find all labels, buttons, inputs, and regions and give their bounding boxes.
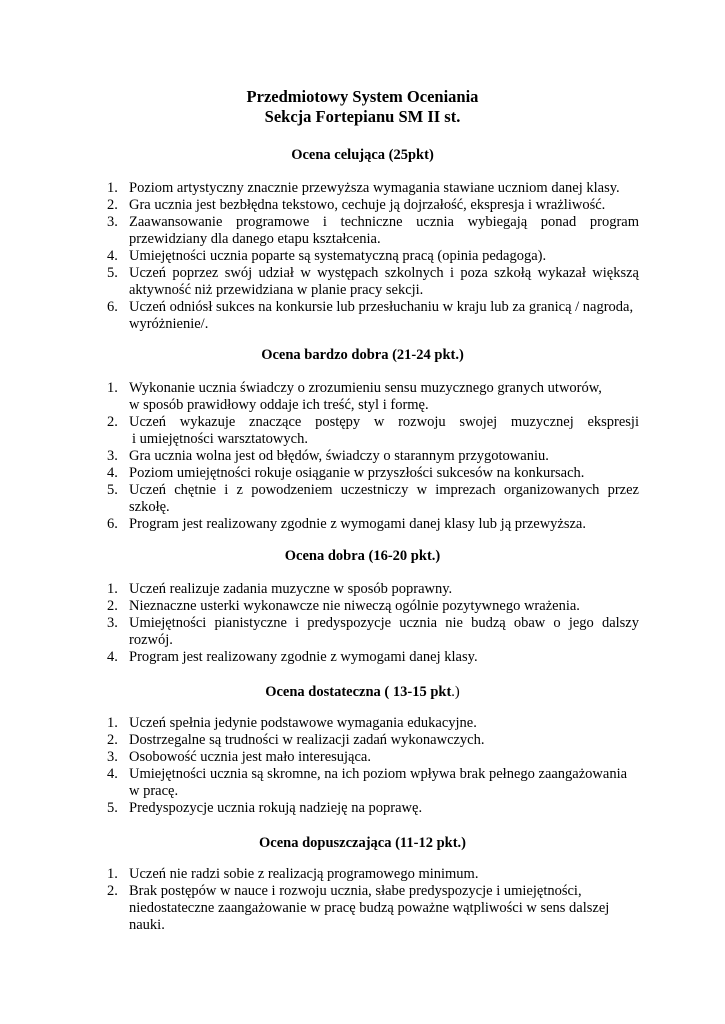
list-item bbox=[107, 749, 639, 766]
list-item-text: Umiejętności pianistyczne i predyspozycje ucznia nie budzą obaw o jego dalszy bbox=[129, 615, 639, 631]
list-item-number: 1. bbox=[107, 180, 118, 196]
list-item-text: Uczeń poprzez swój udział w występach szkolnych i poza szkołą wykazał większą bbox=[129, 265, 639, 281]
list-item-text: Wykonanie ucznia świadczy o zrozumieniu sensu muzycznego granych utworów, bbox=[129, 380, 602, 396]
list-item-text: przewidziany dla danego etapu kształcenia. bbox=[129, 231, 381, 247]
section-heading bbox=[0, 346, 725, 364]
section-heading bbox=[0, 683, 725, 701]
section-heading bbox=[0, 146, 725, 164]
section-heading bbox=[0, 834, 725, 852]
list-item bbox=[107, 197, 639, 214]
list-item-text: Program jest realizowany zgodnie z wymogami danej klasy lub ją przewyższa. bbox=[129, 516, 586, 532]
list-item bbox=[107, 214, 639, 248]
list-item-number: 2. bbox=[107, 883, 118, 899]
list-item bbox=[107, 414, 639, 448]
list-item-number: 2. bbox=[107, 732, 118, 748]
list-item-text: i umiejętności warsztatowych. bbox=[132, 431, 308, 447]
list-item-text: Uczeń realizuje zadania muzyczne w sposób poprawny. bbox=[129, 581, 453, 597]
criteria-list bbox=[107, 180, 639, 333]
section-heading-tail: .) bbox=[451, 684, 460, 700]
list-item-number: 2. bbox=[107, 598, 118, 614]
list-item-text: rozwój. bbox=[129, 632, 173, 648]
list-item-text: Poziom artystyczny znacznie przewyższa wymagania stawiane uczniom danej klasy. bbox=[129, 180, 620, 196]
list-item-text: Poziom umiejętności rokuje osiąganie w przyszłości sukcesów na konkursach. bbox=[129, 465, 585, 481]
list-item-number: 5. bbox=[107, 265, 118, 281]
section-heading-text: Ocena dobra (16-20 pkt.) bbox=[284, 548, 441, 564]
list-item bbox=[107, 248, 639, 265]
list-item-number: 4. bbox=[107, 248, 118, 264]
list-item-number: 3. bbox=[107, 615, 118, 631]
list-item-text: Umiejętności ucznia poparte są systematyczną pracą (opinia pedagoga). bbox=[129, 248, 547, 264]
list-item bbox=[107, 883, 639, 934]
list-item-text: aktywność niż przewidziana w planie pracy sekcji. bbox=[129, 282, 424, 298]
list-item-number: 1. bbox=[107, 866, 118, 882]
list-item-text: nauki. bbox=[129, 917, 165, 933]
list-item bbox=[107, 516, 639, 533]
list-item-text: Gra ucznia jest bezbłędna tekstowo, cechuje ją dojrzałość, ekspresja i wrażliwość. bbox=[129, 197, 606, 213]
section-heading-text: Ocena dopuszczająca (11-12 pkt.) bbox=[258, 835, 466, 851]
list-item bbox=[107, 265, 639, 299]
criteria-list bbox=[107, 380, 639, 533]
list-item-text: Uczeń spełnia jedynie podstawowe wymagania edukacyjne. bbox=[129, 715, 477, 731]
list-item-number: 2. bbox=[107, 414, 118, 430]
list-item-text: Uczeń wykazuje znaczące postępy w rozwoju swojej muzycznej ekspresji bbox=[129, 414, 639, 430]
list-item-number: 3. bbox=[107, 214, 118, 230]
list-item-text: Nieznaczne usterki wykonawcze nie niweczą ogólnie pozytywnego wrażenia. bbox=[129, 598, 580, 614]
section-heading-text: Ocena celująca (25pkt) bbox=[291, 147, 434, 163]
list-item-text: niedostateczne zaangażowanie w pracę budzą poważne wątpliwości w sens dalszej bbox=[129, 900, 610, 916]
list-item bbox=[107, 866, 639, 883]
list-item-text: wyróżnienie/. bbox=[129, 316, 209, 332]
list-item-text: szkołę. bbox=[129, 499, 170, 515]
list-item-text: w pracę. bbox=[129, 783, 179, 799]
list-item-number: 1. bbox=[107, 715, 118, 731]
list-item-number: 3. bbox=[107, 448, 118, 464]
list-item-text: Uczeń chętnie i z powodzeniem uczestniczy w imprezach organizowanych przez bbox=[129, 482, 639, 498]
list-item bbox=[107, 615, 639, 649]
list-item-text: w sposób prawidłowy oddaje ich treść, styl i formę. bbox=[129, 397, 429, 413]
document-subtitle: Sekcja Fortepianu SM II st. bbox=[264, 107, 461, 126]
section-heading-text: Ocena dostateczna ( 13-15 pkt bbox=[265, 684, 452, 700]
list-item bbox=[107, 180, 639, 197]
list-item-text: Umiejętności ucznia są skromne, na ich poziom wpływa brak pełnego zaangażowania bbox=[129, 766, 628, 782]
list-item bbox=[107, 299, 639, 333]
list-item-text: Dostrzegalne są trudności w realizacji zadań wykonawczych. bbox=[129, 732, 485, 748]
criteria-list bbox=[107, 581, 639, 666]
list-item-text: Uczeń odniósł sukces na konkursie lub przesłuchaniu w kraju lub za granicą / nagroda, bbox=[129, 299, 634, 315]
list-item-number: 6. bbox=[107, 516, 118, 532]
section-heading bbox=[0, 547, 725, 565]
list-item-number: 6. bbox=[107, 299, 118, 315]
list-item-number: 1. bbox=[107, 581, 118, 597]
list-item bbox=[107, 649, 639, 666]
criteria-list bbox=[107, 866, 639, 934]
list-item-text: Predyspozycje ucznia rokują nadzieję na poprawę. bbox=[129, 800, 423, 816]
list-item bbox=[107, 465, 639, 482]
list-item-text: Osobowość ucznia jest mało interesująca. bbox=[129, 749, 371, 765]
list-item bbox=[107, 800, 639, 817]
list-item-text: Program jest realizowany zgodnie z wymogami danej klasy. bbox=[129, 649, 478, 665]
list-item-number: 5. bbox=[107, 800, 118, 816]
list-item bbox=[107, 482, 639, 516]
list-item-text: Uczeń nie radzi sobie z realizacją programowego minimum. bbox=[129, 866, 479, 882]
list-item-number: 4. bbox=[107, 766, 118, 782]
list-item bbox=[107, 732, 639, 749]
list-item bbox=[107, 581, 639, 598]
list-item-number: 3. bbox=[107, 749, 118, 765]
criteria-list bbox=[107, 715, 639, 817]
list-item-text: Brak postępów w nauce i rozwoju ucznia, słabe predyspozycje i umiejętności, bbox=[129, 883, 582, 899]
list-item bbox=[107, 598, 639, 615]
document-title: Przedmiotowy System Oceniania bbox=[246, 87, 479, 106]
list-item bbox=[107, 766, 639, 800]
list-item-text: Gra ucznia wolna jest od błędów, świadczy o starannym przygotowaniu. bbox=[129, 448, 549, 464]
list-item-number: 2. bbox=[107, 197, 118, 213]
list-item-number: 1. bbox=[107, 380, 118, 396]
list-item-number: 5. bbox=[107, 482, 118, 498]
list-item-number: 4. bbox=[107, 649, 118, 665]
list-item bbox=[107, 715, 639, 732]
list-item-number: 4. bbox=[107, 465, 118, 481]
list-item-text: Zaawansowanie programowe i techniczne ucznia wybiegają ponad program bbox=[129, 214, 639, 230]
section-heading-text: Ocena bardzo dobra (21-24 pkt.) bbox=[261, 347, 464, 363]
list-item bbox=[107, 448, 639, 465]
list-item bbox=[107, 380, 639, 414]
